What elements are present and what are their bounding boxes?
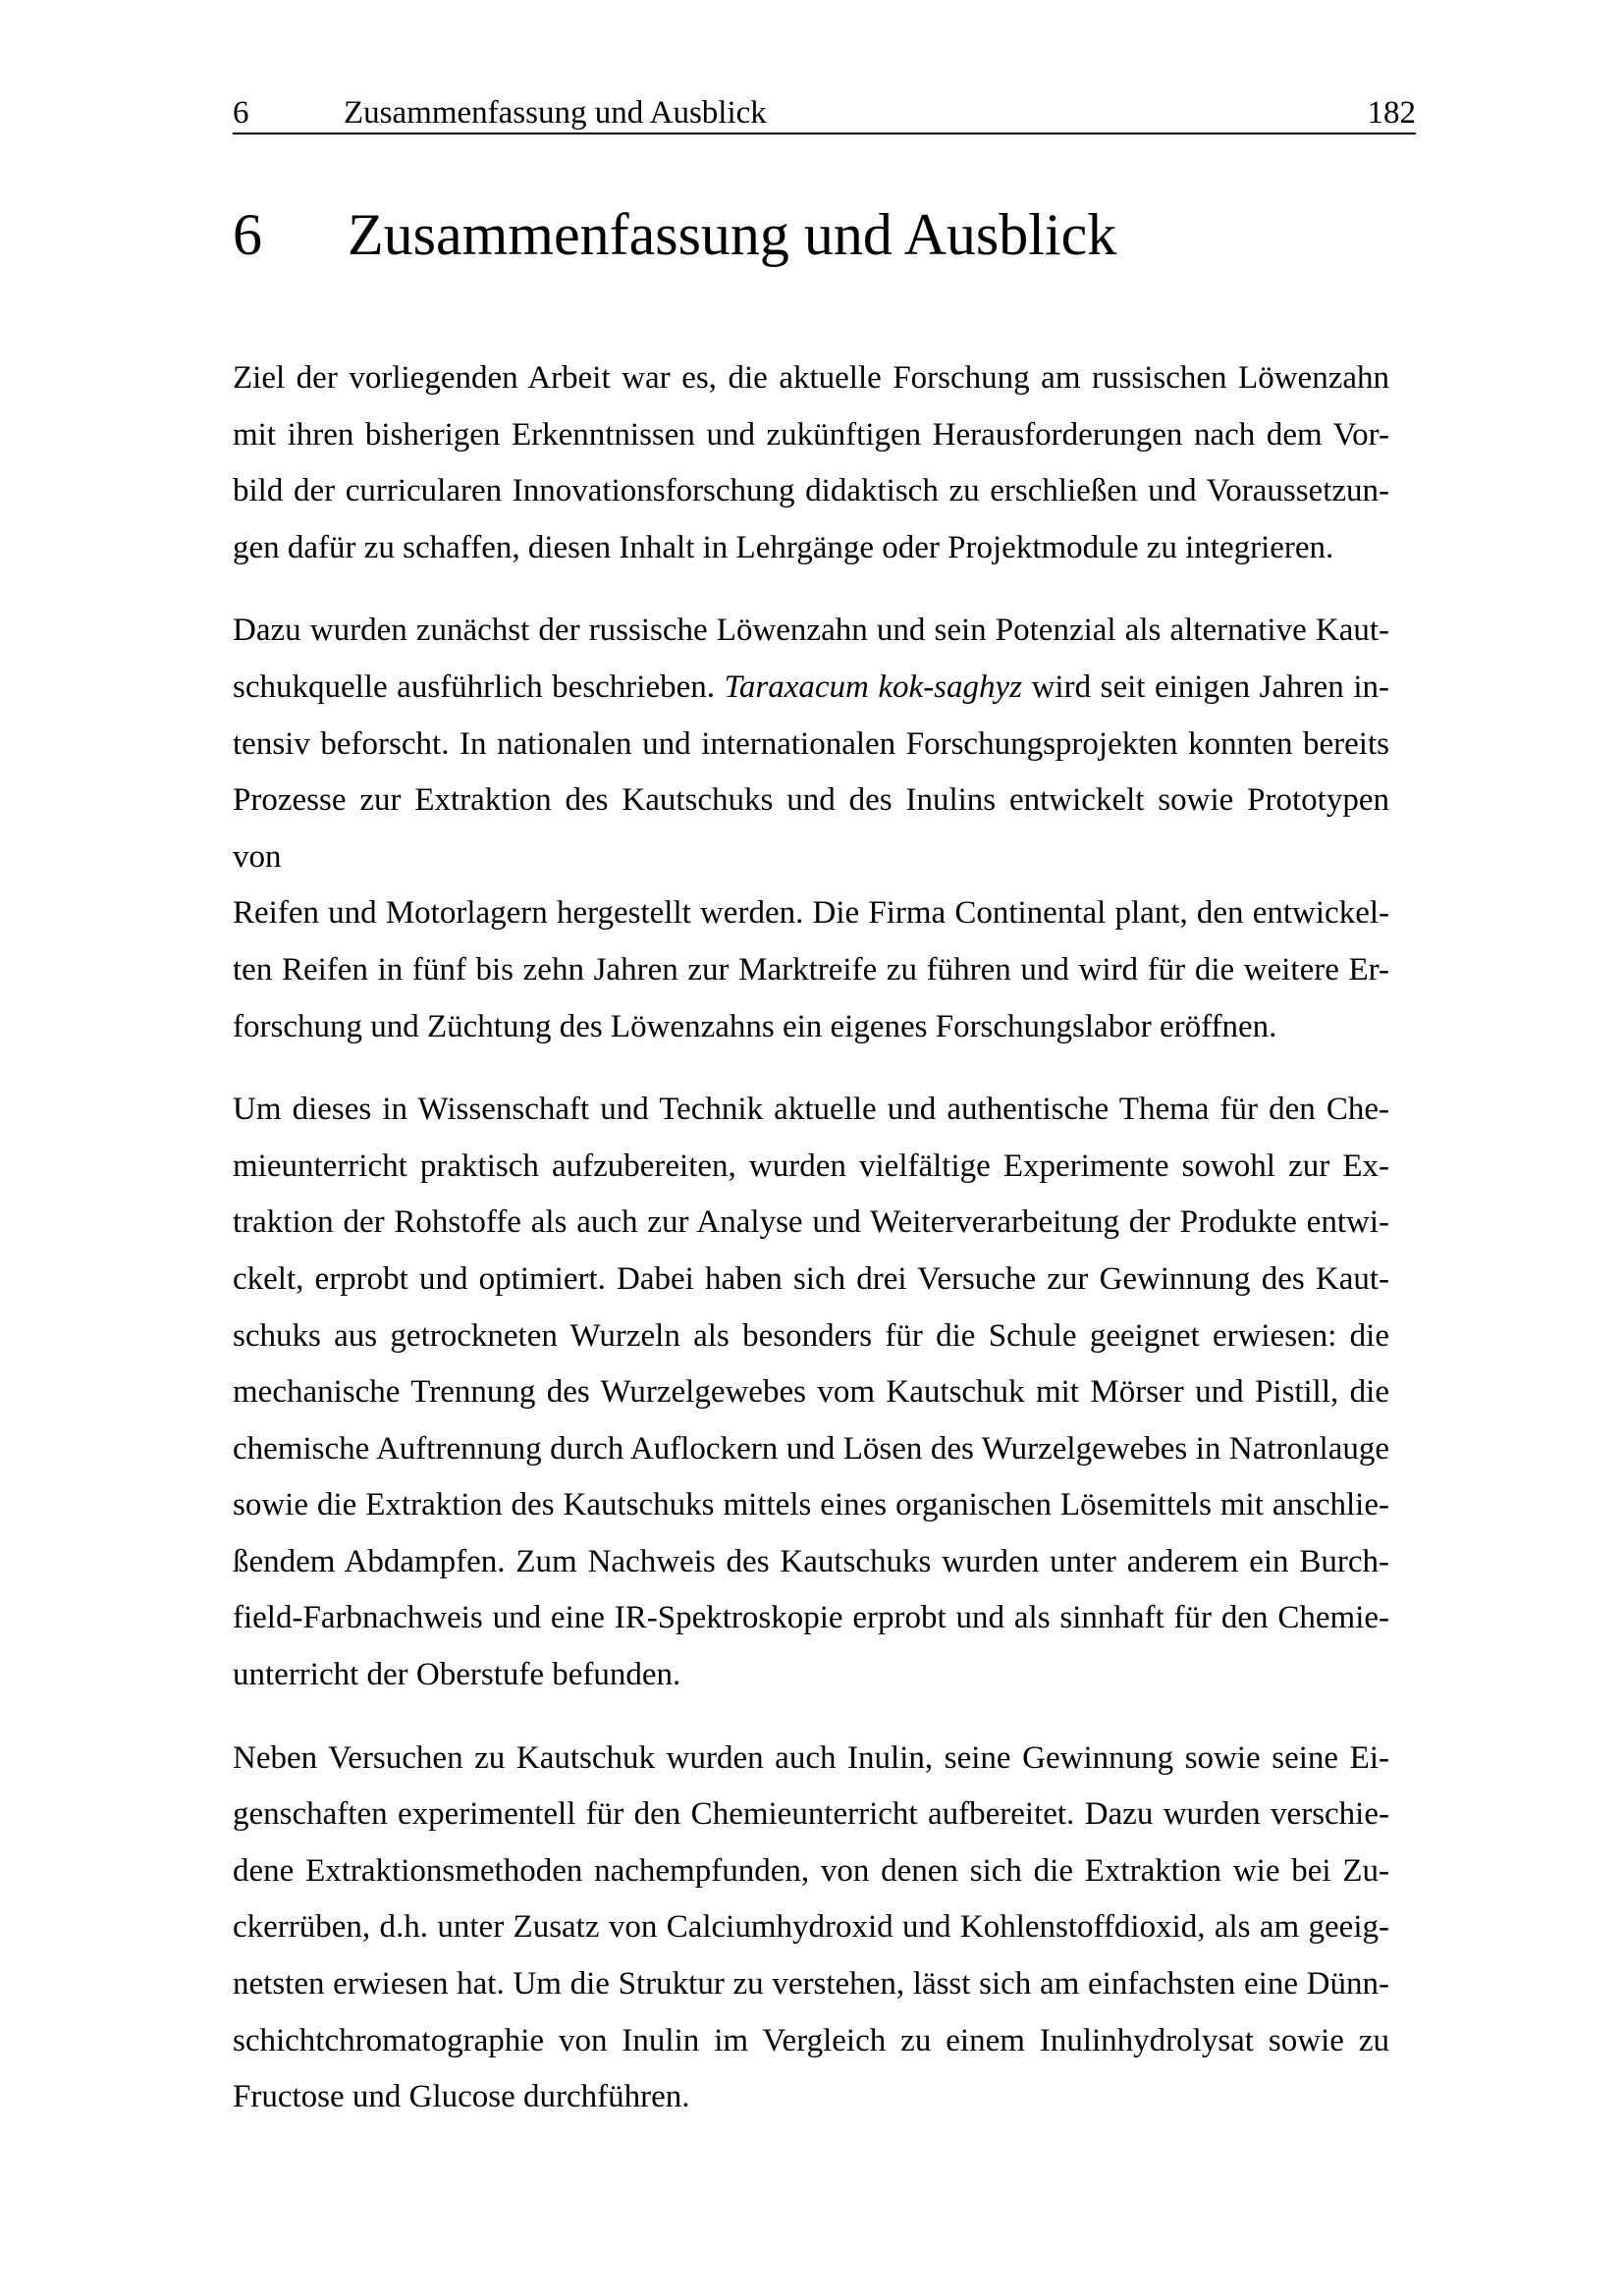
- paragraph: [233, 603, 1389, 1055]
- text-line: [233, 1421, 1389, 1478]
- text-segment: ckelt, erprobt und optimiert. Dabei haben sich drei Versuche zur Gewinnung des Kaut-: [233, 1260, 1389, 1297]
- text-line: [233, 773, 1389, 885]
- text-segment: Dazu wurden zunächst der russische Löwenzahn und sein Potenzial als alternative Kaut-: [233, 613, 1389, 649]
- text-line: [233, 1647, 1389, 1704]
- text-segment: field-Farbnachweis und eine IR-Spektroskopie erprobt und als sinnhaft für den Chemie-: [233, 1600, 1389, 1636]
- text-line: [233, 1364, 1389, 1421]
- running-header-chapter-number: 6: [233, 95, 249, 131]
- text-segment: bild der curricularen Innovationsforschung didaktisch zu erschließen und Voraussetzun-: [233, 473, 1389, 509]
- text-line: [233, 1139, 1389, 1196]
- italic-text-segment: Taraxacum kok-saghyz: [724, 668, 1023, 705]
- text-line: [233, 1590, 1389, 1647]
- text-line: [233, 1308, 1389, 1365]
- text-segment: unterricht der Oberstufe befunden.: [233, 1657, 681, 1693]
- running-header: [233, 94, 1416, 134]
- running-header-chapter-title: Zusammenfassung und Ausblick: [344, 95, 767, 131]
- text-line: [233, 999, 1389, 1056]
- text-line: [233, 717, 1389, 774]
- paragraph: [233, 1731, 1389, 2126]
- text-line: [233, 1477, 1389, 1534]
- text-segment: Prozesse zur Extraktion des Kautschuks und des Inulins entwickelt sowie Prototypen von: [233, 782, 1389, 875]
- text-line: [233, 1956, 1389, 2013]
- text-line: [233, 1082, 1389, 1139]
- text-segment: tensiv beforscht. In nationalen und internationalen Forschungsprojekten konnten bereits: [233, 725, 1389, 762]
- text-line: [233, 520, 1389, 577]
- text-segment: dene Extraktionsmethoden nachempfunden, von denen sich die Extraktion wie bei Zu-: [233, 1852, 1389, 1889]
- paragraph: [233, 1082, 1389, 1704]
- text-line: [233, 1252, 1389, 1308]
- text-line: [233, 603, 1389, 660]
- text-segment: genschaften experimentell für den Chemieunterricht aufbereitet. Dazu wurden verschie-: [233, 1796, 1389, 1833]
- text-segment: Reifen und Motorlagern hergestellt werden. Die Firma Continental plant, den entwickel-: [233, 895, 1389, 932]
- text-segment: schichtchromatographie von Inulin im Vergleich zu einem Inulinhydrolysat sowie zu: [233, 2022, 1389, 2058]
- text-line: [233, 2013, 1389, 2070]
- chapter-heading: [233, 200, 1116, 269]
- paragraph: [233, 350, 1389, 576]
- text-segment: Ziel der vorliegenden Arbeit war es, die aktuelle Forschung am russischen Löwenzahn: [233, 360, 1389, 396]
- text-segment: chemische Auftrennung durch Auflockern und Lösen des Wurzelgewebes in Natronlauge: [233, 1430, 1389, 1467]
- text-line: [233, 1787, 1389, 1843]
- text-line: [233, 660, 1389, 717]
- text-segment: mit ihren bisherigen Erkenntnissen und zukünftigen Herausforderungen nach dem Vor-: [233, 416, 1389, 453]
- text-segment: sowie die Extraktion des Kautschuks mittels eines organischen Lösemittels mit anschlie-: [233, 1487, 1389, 1523]
- text-segment: Neben Versuchen zu Kautschuk wurden auch Inulin, seine Gewinnung sowie seine Ei-: [233, 1739, 1389, 1776]
- text-line: [233, 1195, 1389, 1252]
- chapter-heading-number: 6: [233, 202, 262, 267]
- text-line: [233, 1899, 1389, 1956]
- text-segment: gen dafür zu schaffen, diesen Inhalt in Lehrgänge oder Projektmodule zu integrieren.: [233, 529, 1334, 565]
- chapter-heading-title: Zusammenfassung und Ausblick: [348, 202, 1117, 267]
- text-line: [233, 407, 1389, 464]
- text-line: [233, 1534, 1389, 1591]
- text-line: [233, 1843, 1389, 1900]
- page-number: 182: [1367, 95, 1416, 131]
- text-segment: schukquelle ausführlich beschrieben.: [233, 668, 725, 705]
- text-line: [233, 350, 1389, 407]
- text-segment: ckerrüben, d.h. unter Zusatz von Calciumhydroxid und Kohlenstoffdioxid, als am geeig-: [233, 1909, 1389, 1946]
- text-segment: traktion der Rohstoffe als auch zur Analyse und Weiterverarbeitung der Produkte entwi-: [233, 1204, 1389, 1241]
- body-text: [233, 350, 1389, 2153]
- text-segment: mieunterricht praktisch aufzubereiten, wurden vielfältige Experimente sowohl zur Ex-: [233, 1148, 1389, 1184]
- text-segment: wird seit einigen Jahren in-: [1022, 668, 1390, 705]
- text-segment: schuks aus getrockneten Wurzeln als besonders für die Schule geeignet erwiesen: die: [233, 1317, 1389, 1354]
- text-segment: forschung und Züchtung des Löwenzahns ein eigenes Forschungslabor eröffnen.: [233, 1008, 1277, 1044]
- text-line: [233, 885, 1389, 942]
- text-line: [233, 942, 1389, 999]
- text-segment: ßendem Abdampfen. Zum Nachweis des Kautschuks wurden unter anderem ein Burch-: [233, 1543, 1389, 1579]
- text-segment: Um dieses in Wissenschaft und Technik aktuelle und authentische Thema für den Che-: [233, 1092, 1389, 1128]
- text-line: [233, 1731, 1389, 1788]
- text-segment: mechanische Trennung des Wurzelgewebes vom Kautschuk mit Mörser und Pistill, die: [233, 1374, 1389, 1411]
- text-line: [233, 463, 1389, 520]
- text-segment: netsten erwiesen hat. Um die Struktur zu verstehen, lässt sich am einfachsten eine Dünn-: [233, 1966, 1389, 2002]
- text-line: [233, 2069, 1389, 2126]
- text-segment: Fructose und Glucose durchführen.: [233, 2079, 690, 2115]
- text-segment: ten Reifen in fünf bis zehn Jahren zur Marktreife zu führen und wird für die weitere Er-: [233, 951, 1389, 988]
